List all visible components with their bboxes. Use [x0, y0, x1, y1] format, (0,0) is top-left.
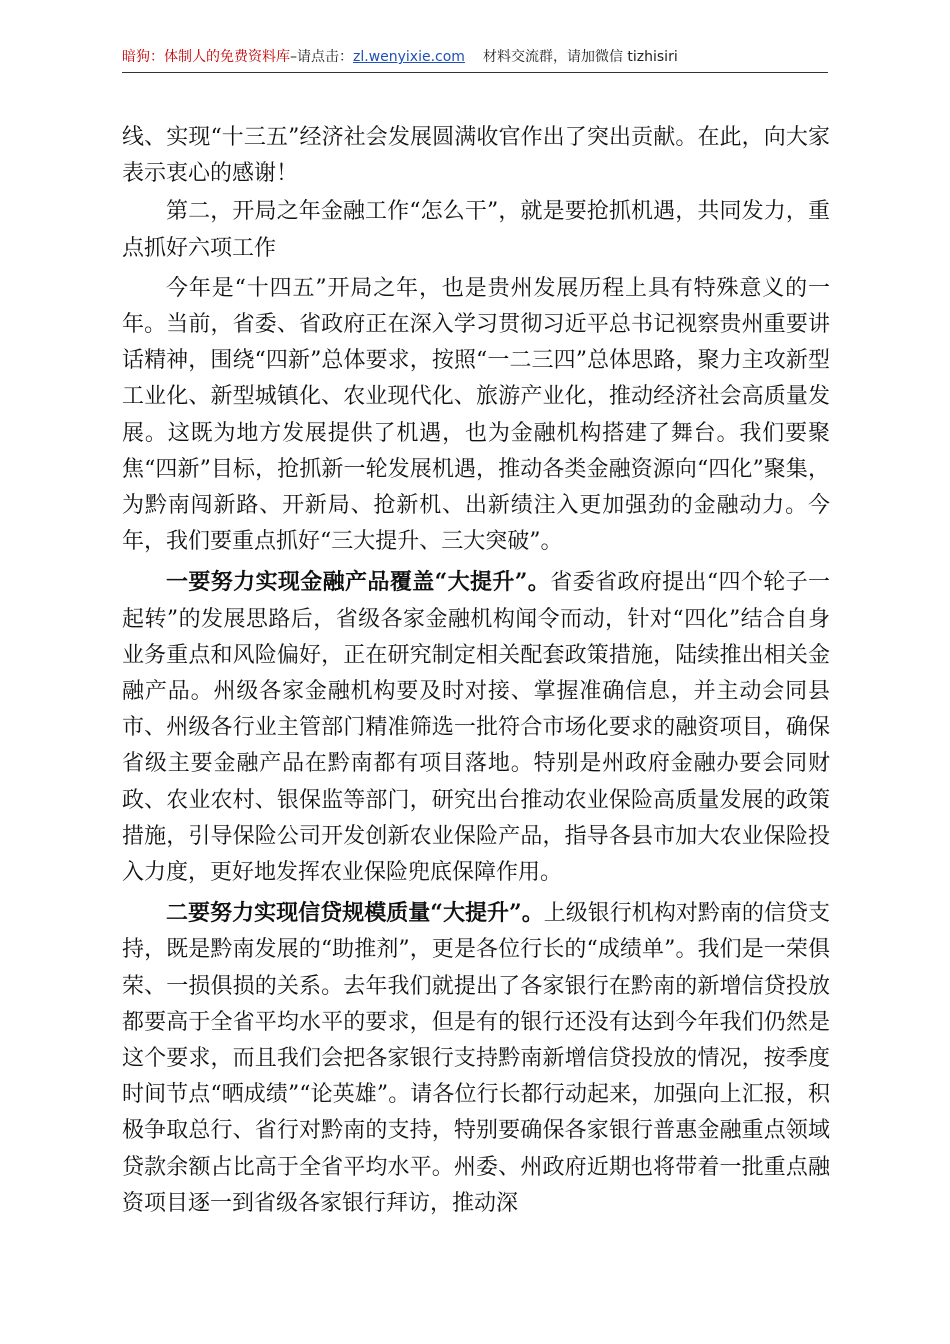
- paragraph: [122, 895, 830, 1222]
- paragraph-continuation: [122, 120, 830, 192]
- paragraph-lead: 一要努力实现金融产品覆盖“大提升”。: [166, 569, 551, 596]
- header-link[interactable]: zl.wenyixie.com: [353, 49, 465, 65]
- paragraph: [122, 564, 830, 891]
- paragraph-text: 第二，开局之年金融工作“怎么干”，就是要抢抓机遇，共同发力，重点抓好六项工作: [122, 199, 830, 261]
- page-header: [122, 46, 828, 73]
- header-brand: 暗狗：体制人的免费资料库: [122, 49, 290, 65]
- paragraph-text: 上级银行机构对黔南的信贷支持，既是黔南发展的“助推剂”，更是各位行长的“成绩单”。我们是一荣俱荣、一损俱损的关系。去年我们就提出了各家银行在黔南的新增信贷投放都要高于全省平均水平的要求，但是有的银行还没有达到今年我们仍然是这个要求，而且我们会把各家银行支持黔南新增信贷投放的情况，按季度时间节点“晒成绩”“论英雄”。请各位行长都行动起来，加强向上汇报，积极争取总行、省行对黔南的支持，特别要确保各家银行普惠金融重点领域贷款余额占比高于全省平均水平。州委、州政府近期也将带着一批重点融资项目逐一到省级各家银行拜访，推动深: [122, 901, 830, 1216]
- section-heading: [122, 194, 830, 266]
- document-body: [122, 120, 830, 1222]
- paragraph-lead: 二要努力实现信贷规模质量“大提升”。: [166, 900, 544, 927]
- header-prompt: –请点击：: [290, 49, 353, 65]
- paragraph: [122, 271, 830, 561]
- paragraph-text: 省委省政府提出“四个轮子一起转”的发展思路后，省级各家金融机构闻令而动，针对“四化”结合自身业务重点和风险偏好，正在研究制定相关配套政策措施，陆续推出相关金融产品。州级各家金融机构要及时对接、掌握准确信息，并主动会同县市、州级各行业主管部门精准筛选一批符合市场化要求的融资项目，确保省级主要金融产品在黔南都有项目落地。特别是州政府金融办要会同财政、农业农村、银保监等部门，研究出台推动农业保险高质量发展的政策措施，引导保险公司开发创新农业保险产品，指导各县市加大农业保险投入力度，更好地发挥农业保险兜底保障作用。: [122, 570, 831, 886]
- header-wechat-note: 材料交流群，请加微信 tizhisiri: [482, 49, 678, 65]
- paragraph-text: 今年是“十四五”开局之年，也是贵州发展历程上具有特殊意义的一年。当前，省委、省政府正在深入学习贯彻习近平总书记视察贵州重要讲话精神，围绕“四新”总体要求，按照“一二三四”总体思路，聚力主攻新型工业化、新型城镇化、农业现代化、旅游产业化，推动经济社会高质量发展。这既为地方发展提供了机遇，也为金融机构搭建了舞台。我们要聚焦“四新”目标，抢抓新一轮发展机遇，推动各类金融资源向“四化”聚集，为黔南闯新路、开新局、抢新机、出新绩注入更加强劲的金融动力。今年，我们要重点抓好“三大提升、三大突破”。: [122, 275, 830, 555]
- paragraph-text: 线、实现“十三五”经济社会发展圆满收官作出了突出贡献。在此，向大家表示衷心的感谢！: [122, 125, 830, 187]
